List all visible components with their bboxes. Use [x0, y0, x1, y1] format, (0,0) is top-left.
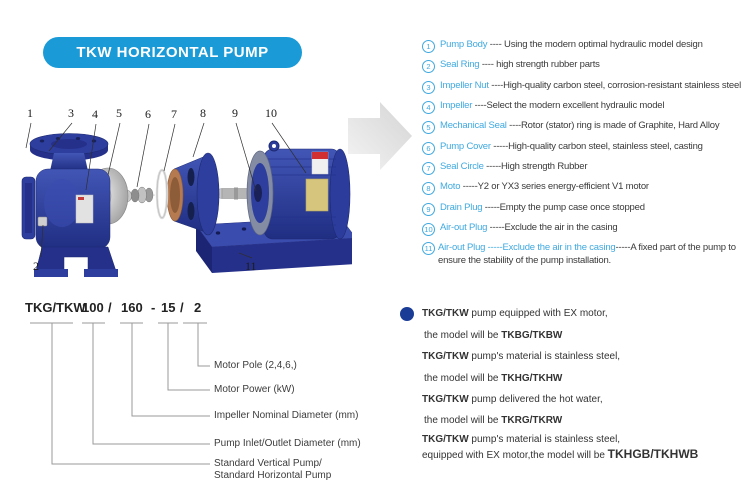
callout-1: 1	[27, 106, 33, 120]
part-desc: ----Select the modern excellent hydraulic model	[472, 100, 665, 111]
part-name: Mechanical Seal	[440, 120, 507, 131]
part-desc: -----Empty the pump case once stopped	[482, 202, 645, 213]
page-title: TKW HORIZONTAL PUMP	[76, 44, 269, 61]
variant-series: TKG/TKW	[422, 308, 469, 319]
part-name: Drain Plug	[440, 202, 483, 213]
parts-list-item-10	[422, 221, 756, 236]
callout-11: 11	[245, 259, 257, 273]
variant-series: TKG/TKW	[422, 434, 469, 445]
part-desc: ---- Using the modern optimal hydraulic model design	[487, 39, 703, 50]
callout-10: 10	[265, 106, 277, 120]
variant-line	[424, 415, 562, 426]
circled-number: 6	[422, 142, 435, 155]
callout-4: 4	[92, 107, 98, 121]
part-desc: -----Exclude the air in the casing	[487, 222, 618, 233]
variant-line	[422, 434, 620, 445]
variant-line	[422, 447, 698, 461]
part-name: Air-out Plug	[440, 222, 488, 233]
part-name: Impeller Nut	[440, 80, 489, 91]
variant-line	[422, 351, 620, 362]
parts-list-item-2	[422, 58, 756, 73]
bullet-dot	[400, 307, 414, 321]
part-desc: -----A fixed part of the pump to ensure the stability of the pump installation.	[438, 242, 736, 266]
part-name: Impeller	[440, 100, 473, 111]
label-standard-pump-line2: Standard Horizontal Pump	[214, 470, 332, 481]
variant-series: TKG/TKW	[422, 394, 469, 405]
variant-text: the model will be	[424, 415, 502, 426]
variant-text: pump delivered the hot water,	[468, 394, 603, 405]
variant-line	[422, 308, 608, 319]
callout-9: 9	[232, 106, 238, 120]
circled-number: 4	[422, 101, 435, 114]
label-motor-power: Motor Power (kW)	[214, 384, 295, 395]
circled-number: 2	[422, 60, 435, 73]
parts-list-item-7	[422, 160, 756, 175]
callout-2: 2	[33, 259, 39, 273]
model-seg-power: 15	[161, 300, 176, 315]
variant-model: TKRG/TKRW	[501, 415, 563, 426]
part-name: Air-out Plug -----Exclude the air in the casing	[438, 242, 616, 253]
model-prefix: TKG/TKW	[25, 300, 86, 315]
variant-model: TKHG/TKHW	[501, 373, 563, 384]
circled-number: 5	[422, 121, 435, 134]
variant-model: TKHGB/TKHWB	[607, 447, 699, 461]
circled-number: 1	[422, 40, 435, 53]
circled-number: 10	[422, 223, 435, 236]
parts-list-item-4	[422, 99, 756, 114]
variant-line	[422, 394, 603, 405]
model-seg-impeller: 160	[121, 300, 143, 315]
label-motor-pole: Motor Pole (2,4,6,)	[214, 360, 297, 371]
variant-line	[424, 330, 562, 341]
part-name: Seal Circle	[440, 161, 484, 172]
parts-list-item-3	[422, 79, 756, 94]
circled-number: 7	[422, 162, 435, 175]
label-impeller-diameter: Impeller Nominal Diameter (mm)	[214, 410, 359, 421]
callout-8: 8	[200, 106, 206, 120]
part-desc: ----High-quality carbon steel, corrosion-resistant stainless steel	[488, 80, 741, 91]
part-name: Seal Ring	[440, 59, 480, 70]
part-desc: ----Rotor (stator) ring is made of Graphite, Hard Alloy	[506, 120, 720, 131]
model-seg-inlet: 100	[82, 300, 104, 315]
variant-text: equipped with EX motor,the model will be	[422, 450, 608, 461]
part-desc: -----Y2 or YX3 series energy-efficient V1 motor	[460, 181, 649, 192]
part-name: Moto	[440, 181, 461, 192]
circled-number: 3	[422, 81, 435, 94]
callout-5: 5	[116, 106, 122, 120]
model-sep: /	[108, 300, 112, 315]
part-name: Pump Body	[440, 39, 488, 50]
variant-series: TKG/TKW	[422, 351, 469, 362]
label-inlet-outlet-diameter: Pump Inlet/Outlet Diameter (mm)	[214, 438, 361, 449]
parts-list-item-8	[422, 180, 756, 195]
circled-number: 8	[422, 182, 435, 195]
parts-list-item-1	[422, 38, 756, 53]
callout-7: 7	[171, 107, 177, 121]
part-name: Pump Cover	[440, 141, 491, 152]
model-sep: /	[180, 300, 184, 315]
parts-list-item-11	[422, 241, 756, 267]
part-desc: ---- high strength rubber parts	[479, 59, 600, 70]
variant-text: pump's material is stainless steel,	[468, 351, 621, 362]
part-desc: -----High strength Rubber	[483, 161, 588, 172]
callout-3: 3	[68, 106, 74, 120]
label-standard-pump-line1: Standard Vertical Pump/	[214, 458, 322, 469]
circled-number: 9	[422, 203, 435, 216]
model-seg-pole: 2	[194, 300, 202, 315]
variant-line	[424, 373, 562, 384]
model-sep: -	[151, 300, 156, 315]
variant-text: the model will be	[424, 330, 502, 341]
variant-text: pump equipped with EX motor,	[468, 308, 608, 319]
variant-text: the model will be	[424, 373, 502, 384]
part-desc: -----High-quality carbon steel, stainless steel, casting	[490, 141, 703, 152]
callout-6: 6	[145, 107, 151, 121]
circled-number: 11	[422, 242, 435, 255]
variant-model: TKBG/TKBW	[501, 330, 563, 341]
parts-list-item-6	[422, 140, 756, 155]
parts-list-item-5	[422, 119, 756, 134]
variant-text: pump's material is stainless steel,	[468, 434, 621, 445]
parts-list-item-9	[422, 201, 756, 216]
